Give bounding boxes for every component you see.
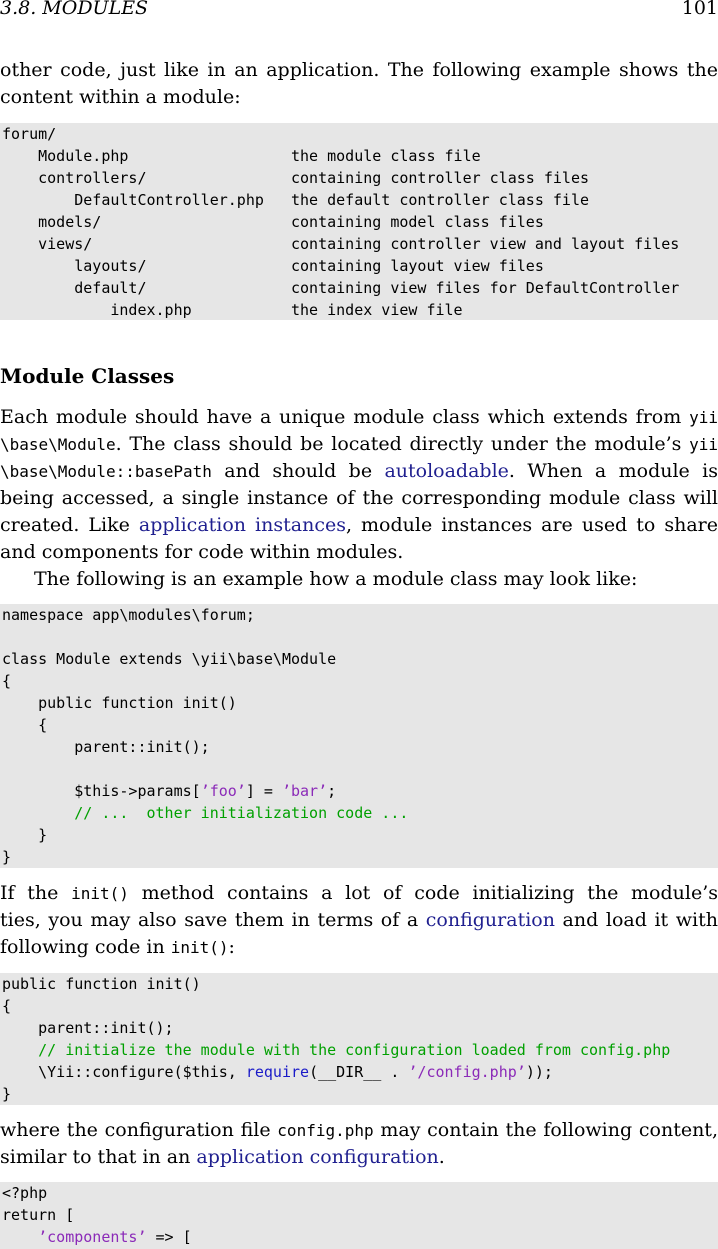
module-class-paragraph: Each module should have a unique module class which extends from yii \base\Module. The class should be located directly under the module’s yii \base\Module::basePath and should be autoloadable. When a module is being accessed, a single instance of the corresponding module class will created. Like application instances, module instances are used to share and components for code within modules. [0,406,718,563]
config-paragraph: where the configuration file config.php may contain the following content, similar to that in an application configuration. [0,1119,718,1168]
section-heading: Module Classes [0,364,175,388]
listing-line: controllers/ containing controller class files [2,169,589,187]
page-header [0,0,718,22]
code-comment: // initialize the module with the configuration loaded from config.php [2,1041,671,1059]
autoloadable-link[interactable]: autoloadable [384,460,509,482]
init-code: public function init() { parent::init(); // initialize the module with the configuration loaded from config.php \Yii::configure($this, require(__DIR__ . ’/config.php’)); } [0,973,718,1105]
listing-line: forum/ [2,125,57,143]
listing-line: default/ containing view files for DefaultController [2,279,680,297]
page-number: 101 [681,0,718,19]
code-comment: // ... other initialization code ... [2,804,409,822]
init-paragraph: If the init() method contains a lot of code initializing the module’s ties, you may also save them in terms of a configuration and load it with following code in init(): [0,882,718,958]
intro-paragraph: other code, just like in an application. The following example shows the content within a module: [0,59,718,108]
directory-listing [0,123,718,320]
listing-line: DefaultController.php the default controller class file [2,191,589,209]
listing-line: layouts/ containing layout view files [2,257,544,275]
listing-line: index.php the index view file [2,301,463,319]
configuration-link[interactable]: configuration [425,909,555,931]
example-intro-paragraph: The following is an example how a module class may look like: [34,568,638,590]
config-code: <?php return [ ’components’ => [ [0,1182,718,1249]
section-title: 3.8. MODULES [0,0,149,19]
module-class-code: namespace app\modules\forum; class Module extends \yii\base\Module { public function init() { parent::init(); $this->params[’foo’] = ’bar’; // ... other initialization code ... } } [0,604,718,868]
listing-line: Module.php the module class file [2,147,481,165]
listing-line: models/ containing model class files [2,213,544,231]
application-configuration-link[interactable]: application configuration [196,1146,439,1168]
application-instances-link[interactable]: application instances [138,514,346,536]
listing-line: views/ containing controller view and layout files [2,235,680,253]
